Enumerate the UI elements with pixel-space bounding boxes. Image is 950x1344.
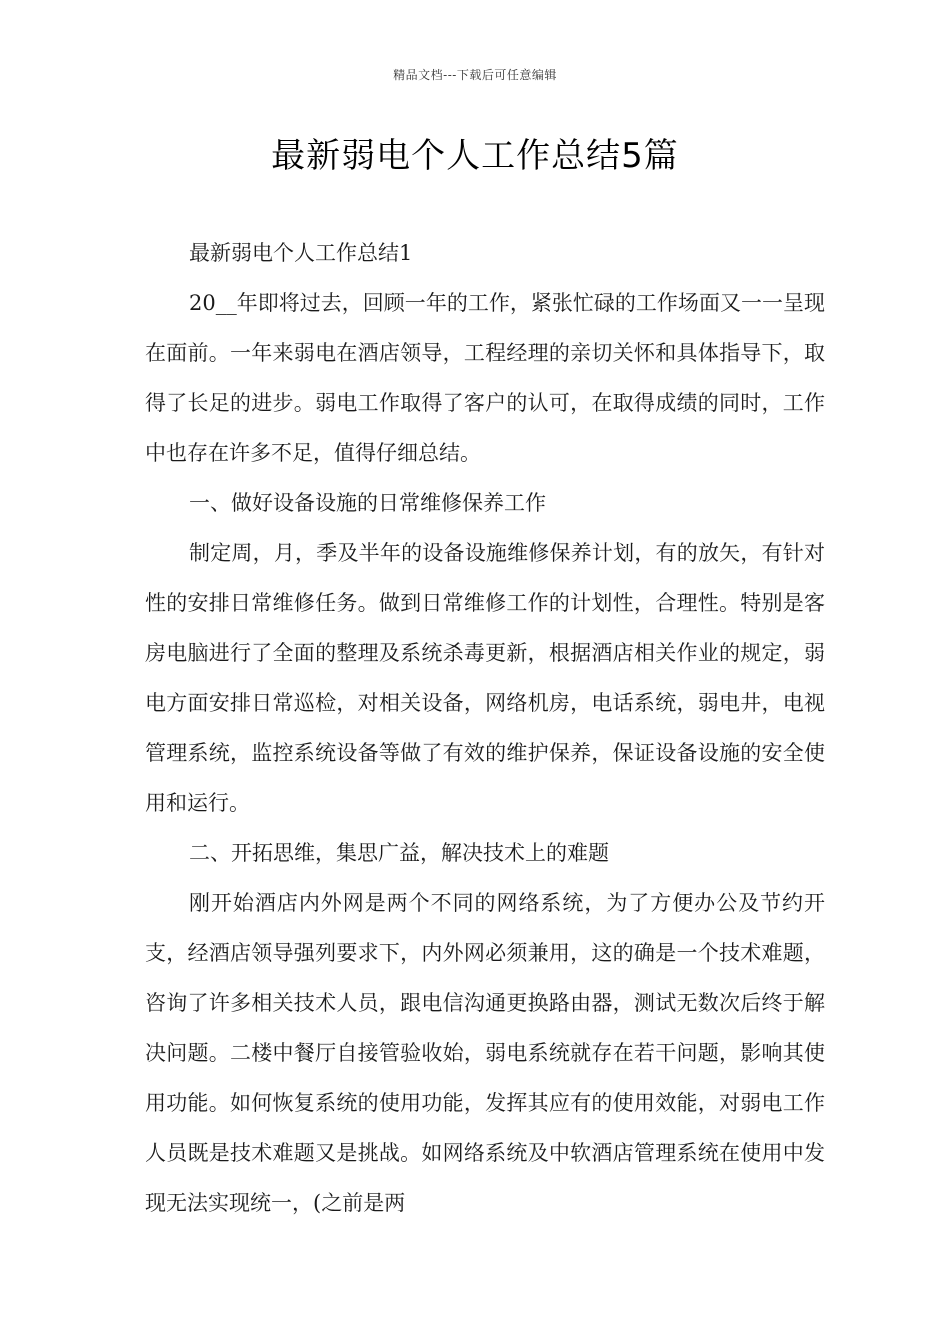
paragraph: 制定周，月，季及半年的设备设施维修保养计划，有的放矢，有针对性的安排日常维修任务。做到日常维修工作的计划性，合理性。特别是客房电脑进行了全面的整理及系统杀毒更新，根据酒店相关作业的规定，弱电方面安排日常巡检，对相关设备，网络机房，电话系统，弱电井，电视管理系统，监控系统设备等做了有效的维护保养，保证设备设施的安全使用和运行。 — [145, 541, 825, 815]
header-note: 精品文档---下载后可任意编辑 — [393, 68, 557, 82]
paragraph: 20__年即将过去，回顾一年的工作，紧张忙碌的工作场面又一一呈现在面前。一年来弱电在酒店领导，工程经理的亲切关怀和具体指导下，取得了长足的进步。弱电工作取得了客户的认可，在取得成绩的同时，工作中也存在许多不足，值得仔细总结。 — [145, 291, 825, 465]
section-heading: 一、做好设备设施的日常维修保养工作 — [189, 491, 546, 515]
paragraph: 刚开始酒店内外网是两个不同的网络系统，为了方便办公及节约开支，经酒店领导强列要求下，内外网必须兼用，这的确是一个技术难题，咨询了许多相关技术人员，跟电信沟通更换路由器，测试无数次后终于解决问题。二楼中餐厅自接管验收始，弱电系统就存在若干问题，影响其使用功能。如何恢复系统的使用功能，发挥其应有的使用效能，对弱电工作人员既是技术难题又是挑战。如网络系统及中软酒店管理系统在使用中发现无法实现统一，(之前是两 — [145, 891, 825, 1215]
document-body — [145, 228, 825, 1228]
section-heading: 最新弱电个人工作总结1 — [189, 241, 413, 265]
section-heading: 二、开拓思维，集思广益，解决技术上的难题 — [189, 841, 609, 865]
document-title: 最新弱电个人工作总结5篇 — [271, 136, 679, 176]
